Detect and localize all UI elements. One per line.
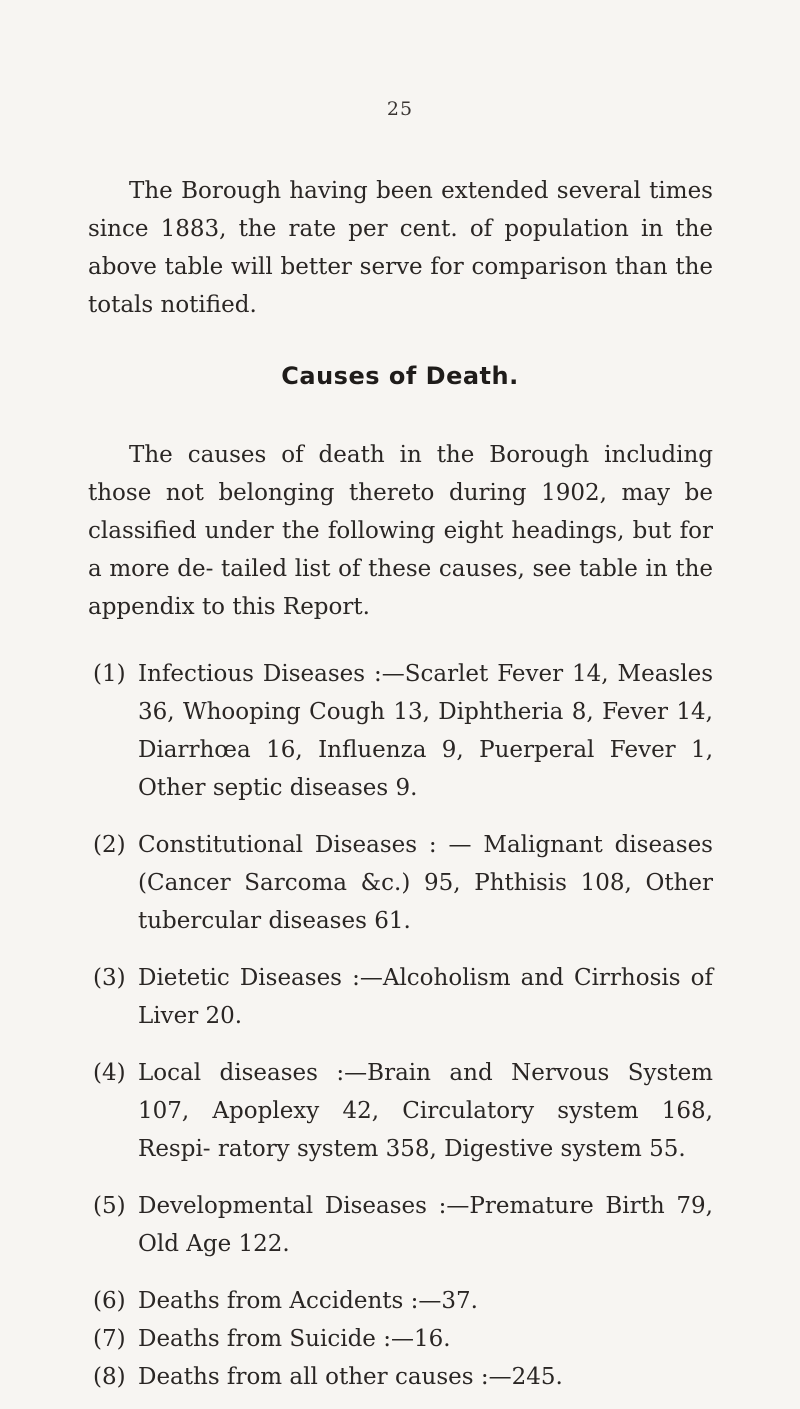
- intro-paragraph: The Borough having been extended several times since 1883, the rate per cent. of population in the above table will better serve for comparison than the totals notified.: [88, 178, 713, 318]
- list-item-text: Developmental Diseases :—Premature Birth 79, Old Age 122.: [138, 1193, 713, 1257]
- list-item: [93, 1358, 713, 1396]
- list-item-number: (2): [93, 832, 126, 858]
- list-item: [93, 1320, 713, 1358]
- section-paragraph: The causes of death in the Borough including those not belonging thereto during 1902, may be classified under the following eight headings, but for a more de- tailed list of these causes, see table in the appendix to this Report.: [88, 442, 713, 620]
- list-item-text: Local diseases :—Brain and Nervous System 107, Apoplexy 42, Circulatory system 168, Respi- ratory system 358, Digestive system 55.: [138, 1060, 713, 1162]
- list-item-number: (8): [93, 1364, 126, 1390]
- list-item: [93, 1187, 713, 1263]
- list-item-text: Deaths from all other causes :—245.: [138, 1364, 563, 1390]
- page-number: 25: [386, 98, 414, 120]
- list-item: [93, 1282, 713, 1320]
- list-item-text: Deaths from Accidents :—37.: [138, 1288, 478, 1314]
- list-item: [93, 1054, 713, 1168]
- list-item-number: (4): [93, 1060, 126, 1086]
- list-item-number: (3): [93, 965, 126, 991]
- list-item: [93, 655, 713, 807]
- list-item-text: Deaths from Suicide :—16.: [138, 1326, 451, 1352]
- list-item-number: (7): [93, 1326, 126, 1352]
- list-item-text: Constitutional Diseases : — Malignant diseases (Cancer Sarcoma &c.) 95, Phthisis 108, Other tubercular diseases 61.: [138, 832, 713, 934]
- list-item-number: (5): [93, 1193, 126, 1219]
- list-item: [93, 826, 713, 940]
- list-item-text: Infectious Diseases :—Scarlet Fever 14, Measles 36, Whooping Cough 13, Diphtheria 8, Fever 14, Diarrhœa 16, Influenza 9, Puerperal Fever 1, Other septic diseases 9.: [138, 661, 713, 801]
- section-heading: Causes of Death.: [281, 362, 519, 390]
- list-item-number: (1): [93, 661, 126, 687]
- list-item-text: Dietetic Diseases :—Alcoholism and Cirrhosis of Liver 20.: [138, 965, 713, 1029]
- list-item-number: (6): [93, 1288, 126, 1314]
- list-item: [93, 959, 713, 1035]
